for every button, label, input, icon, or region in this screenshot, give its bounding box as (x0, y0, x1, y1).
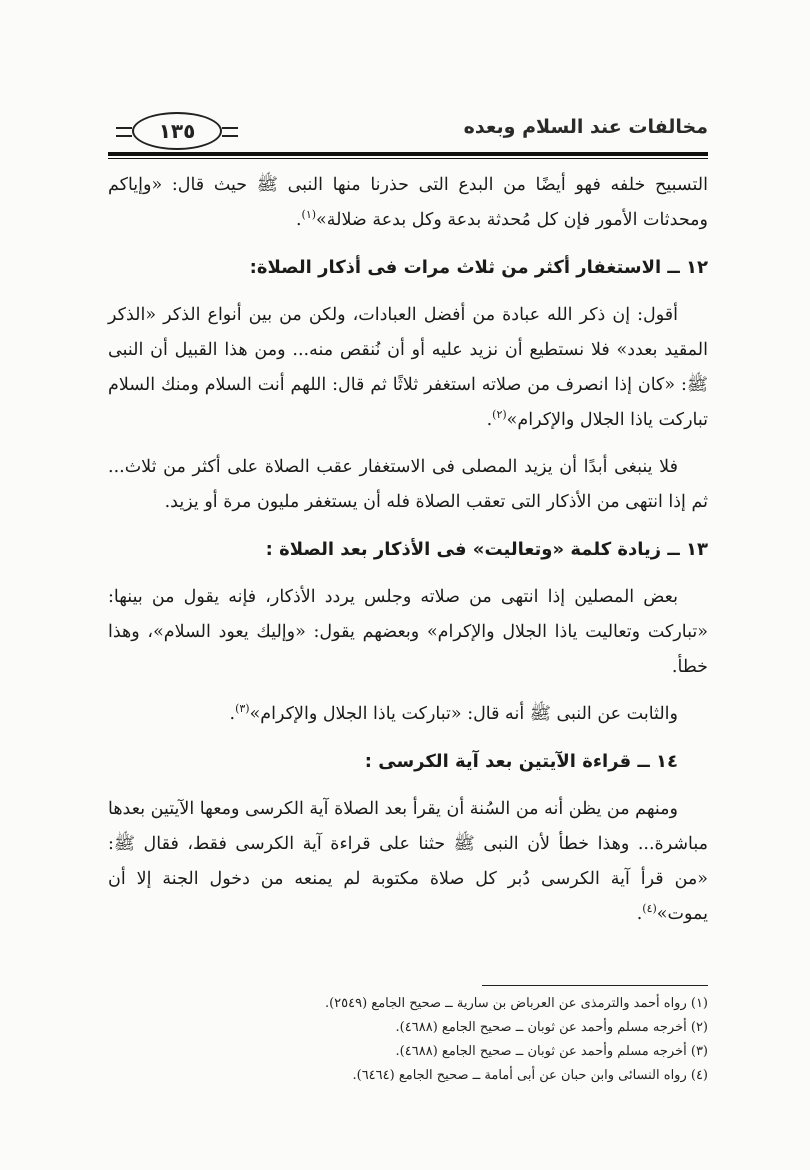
paragraph-3: فلا ينبغى أبدًا أن يزيد المصلى فى الاستغفار عقب الصلاة على أكثر من ثلاث... ثم إذا انتهى من الأذكار التى تعقب الصلاة فله أن يستغفر مليون مرة أو يزيد. (108, 457, 708, 512)
running-title: مخالفات عند السلام وبعده (463, 116, 708, 138)
footnote-ref-4: (٤) (642, 902, 657, 916)
paragraph-6: ومنهم من يظن أنه من السُنة أن يقرأ بعد الصلاة آية الكرسى ومعها الآيتين بعدها مباشرة... وهذا خطأ لأن النبى ﷺ حثنا على قراءة آية الكرسى فقط، فقال ﷺ: «من قرأ آية الكرسى دُبر كل صلاة مكتوبة لم يمنعه من دخول الجنة إلا أن يموت»$^{(٤)}$. (108, 799, 708, 924)
footnote-ref-1: (١) (301, 208, 317, 222)
footnote-separator (482, 985, 708, 986)
footnote-1: (١) رواه أحمد والترمذى عن العرباض بن سارية ــ صحيح الجامع (٢٥٤٩). (324, 996, 708, 1011)
footnote-3: (٣) أخرجه مسلم وأحمد عن ثوبان ــ صحيح الجامع (٤٦٨٨). (395, 1044, 708, 1059)
footnote-2: (٢) أخرجه مسلم وأحمد عن ثوبان ــ صحيح الجامع (٤٦٨٨). (395, 1020, 708, 1035)
footnote-ref-2: (٢) (492, 408, 507, 422)
main-text (108, 168, 708, 944)
paragraph-5: والثابت عن النبى ﷺ أنه قال: «تباركت ياذا الجلال والإكرام»$^{(٣)}$. (229, 702, 678, 724)
heading-13: ١٣ ــ زيادة كلمة «وتعاليت» فى الأذكار بعد الصلاة : (265, 539, 708, 560)
footnote-ref-3: (٣) (235, 702, 250, 716)
footnotes (108, 992, 708, 1088)
header-rule-thick (108, 152, 708, 156)
page-header (108, 112, 708, 152)
paragraph-4: بعض المصلين إذا انتهى من صلاته وجلس يردد الأذكار، فإنه يقول من بينها: «تباركت وتعاليت ياذا الجلال والإكرام» وبعضهم يقول: «وإليك يعود السلام»، وهذا خطأ. (108, 587, 708, 677)
footnote-4: (٤) رواه النسائى وابن حبان عن أبى أمامة ــ صحيح الجامع (٦٤٦٤). (352, 1068, 708, 1083)
heading-12: ١٢ ــ الاستغفار أكثر من ثلاث مرات فى أذكار الصلاة: (249, 257, 708, 278)
heading-14: ١٤ ــ قراءة الآيتين بعد آية الكرسى : (364, 751, 678, 772)
paragraph-1: التسبيح خلفه فهو أيضًا من البدع التى حذرنا منها النبى ﷺ حيث قال: «وإياكم ومحدثات الأمور فإن كل مُحدثة بدعة وكل بدعة ضلالة»$^{(١)}$. (108, 175, 708, 230)
paragraph-2: أقول: إن ذكر الله عبادة من أفضل العبادات، ولكن من بين أنواع الذكر «الذكر المقيد بعدد» فلا نستطيع أن نزيد عليه أو أن نُنقص منه... ومن هذا القبيل أن النبى ﷺ: «كان إذا انصرف من صلاته استغفر ثلاثًا ثم قال: اللهم أنت السلام ومنك السلام تباركت ياذا الجلال والإكرام»$^{(٢)}$. (108, 305, 708, 430)
page-number-badge: ١٣٥ (132, 112, 222, 150)
header-rule-thin (108, 158, 708, 159)
